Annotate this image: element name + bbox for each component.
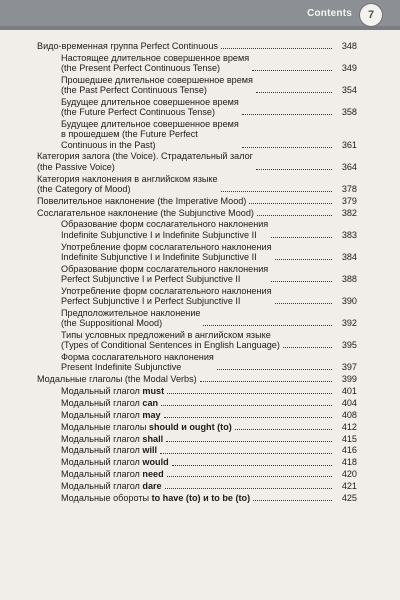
toc-entry (37, 374, 357, 384)
toc-entry-line (61, 445, 157, 455)
toc-entry-keyword: to have (to) и to be (to) (151, 493, 251, 503)
dot-leader (256, 169, 332, 170)
dot-leader (249, 203, 332, 204)
toc-entry (37, 119, 357, 150)
toc-entry-title (37, 208, 254, 218)
dot-leader (166, 441, 332, 442)
dot-leader (165, 488, 332, 489)
toc-page-number: 420 (341, 469, 357, 480)
toc-entry-title (61, 445, 157, 455)
toc-page-number: 397 (341, 362, 357, 373)
toc-entry (37, 286, 357, 306)
dot-leader (235, 429, 332, 430)
toc-page-number: 358 (341, 107, 357, 118)
toc-page-number: 361 (341, 139, 357, 150)
toc-entry-line: (the Category of Mood) (37, 183, 131, 194)
toc-entry (37, 410, 357, 420)
toc-entry-keyword: can (142, 397, 159, 408)
toc-page-number: 412 (341, 421, 357, 432)
toc-entry (37, 422, 357, 432)
toc-entry-title (61, 352, 214, 372)
toc-page-number: 354 (341, 85, 357, 96)
toc-page-number: 392 (341, 318, 357, 329)
toc-entry-line: (the Future Perfect Continuous Tense) (61, 107, 216, 118)
toc-entry-keyword: may (142, 409, 161, 420)
toc-entry-line: (Types of Conditional Sentences in English Language) (61, 340, 280, 351)
toc-page-number: 418 (341, 457, 357, 468)
toc-entry-title (61, 410, 161, 420)
toc-entry-line: Будущее длительное совершенное время (61, 119, 239, 130)
toc-entry-line: Continuous in the Past) (61, 139, 156, 150)
toc-entry-line (61, 457, 169, 467)
toc-entry-prefix: Модальный глагол (61, 469, 143, 480)
table-of-contents (37, 41, 357, 505)
toc-page-number: 378 (341, 183, 357, 194)
toc-entry-title (37, 174, 218, 194)
dot-leader (167, 476, 332, 477)
toc-entry (37, 434, 357, 444)
toc-entry-title (61, 308, 200, 328)
toc-entry (37, 208, 357, 218)
dot-leader (160, 453, 332, 454)
toc-entry-line: Indefinite Subjunctive I и Indefinite Subjunctive II (61, 251, 257, 262)
toc-entry-line: (the Passive Voice) (37, 161, 115, 172)
toc-entry-title (61, 493, 250, 503)
toc-page-number: 349 (341, 63, 357, 74)
toc-entry (37, 264, 357, 284)
toc-entry-line: Форма сослагательного наклонения (61, 352, 214, 362)
toc-page-number: 388 (341, 273, 357, 284)
dot-leader (164, 417, 332, 418)
header-rule (0, 26, 400, 30)
toc-entry (37, 481, 357, 491)
toc-entry-line: Модальные глаголы (the Modal Verbs) (37, 374, 197, 385)
toc-entry-title (37, 196, 246, 206)
toc-entry (37, 219, 357, 239)
toc-entry-title (37, 374, 197, 384)
page-number-badge: 7 (360, 4, 382, 26)
toc-entry-line (61, 410, 161, 420)
toc-page-number: 415 (341, 433, 357, 444)
toc-entry-keyword: must (142, 385, 165, 396)
toc-entry-line: Present Indefinite Subjunctive (61, 362, 182, 373)
toc-entry-prefix: Модальный глагол (61, 385, 143, 396)
toc-entry-prefix: Модальный глагол (61, 397, 143, 408)
dot-leader (242, 147, 332, 148)
toc-entry-line: Indefinite Subjunctive I и Indefinite Subjunctive II (61, 229, 257, 240)
toc-entry (37, 53, 357, 73)
toc-entry-line: Настоящее длительное совершенное время (61, 52, 250, 63)
dot-leader (275, 259, 332, 260)
toc-page-number: 425 (341, 493, 357, 503)
toc-entry-title (61, 53, 249, 73)
dot-leader (217, 369, 332, 370)
toc-entry-line: Образование форм сослагательного наклонения (61, 263, 269, 274)
toc-entry-title (61, 330, 280, 350)
toc-entry-title (61, 469, 164, 479)
toc-page-number: 404 (341, 397, 357, 408)
running-head-title: Contents (307, 8, 352, 19)
toc-entry-line: Видо-временная группа Perfect Continuous (37, 41, 218, 51)
toc-entry-title (61, 386, 164, 396)
dot-leader (256, 92, 332, 93)
dot-leader (275, 303, 332, 304)
toc-entry-line: Категория наклонения в английском языке (37, 173, 218, 184)
toc-entry (37, 352, 357, 372)
toc-page-number: 421 (341, 481, 357, 492)
toc-entry (37, 97, 357, 117)
toc-entry-title (37, 151, 253, 171)
toc-entry-title (61, 398, 158, 408)
toc-entry (37, 41, 357, 51)
toc-entry-line (61, 398, 158, 408)
toc-entry-title (61, 457, 169, 467)
toc-entry-keyword: dare (142, 481, 162, 492)
toc-entry-title (61, 119, 239, 150)
toc-entry-line: Категория залога (the Voice). Страдательный залог (37, 151, 254, 162)
toc-entry-title (61, 75, 253, 95)
toc-entry (37, 242, 357, 262)
toc-page-number: 364 (341, 161, 357, 172)
dot-leader (167, 393, 332, 394)
toc-entry-prefix: Модальные обороты (61, 493, 152, 503)
toc-entry-line: Употребление форм сослагательного наклонения (61, 285, 272, 296)
toc-page-number: 379 (341, 195, 357, 206)
toc-entry-line (61, 434, 163, 444)
dot-leader (200, 381, 332, 382)
toc-entry-line: Употребление форм сослагательного наклонения (61, 241, 272, 252)
toc-entry (37, 457, 357, 467)
toc-entry (37, 445, 357, 455)
toc-entry-line (61, 493, 250, 503)
toc-entry-title (61, 286, 272, 306)
toc-entry (37, 174, 357, 194)
page-header (0, 0, 400, 30)
toc-entry-line: Образование форм сослагательного наклонения (61, 219, 269, 230)
dot-leader (172, 465, 332, 466)
toc-entry (37, 386, 357, 396)
dot-leader (161, 405, 332, 406)
toc-page-number: 390 (341, 295, 357, 306)
toc-entry-title (61, 434, 163, 444)
toc-entry-keyword: will (142, 445, 158, 456)
toc-entry-line: Повелительное наклонение (the Imperative Mood) (37, 195, 247, 206)
toc-entry-title (61, 219, 268, 239)
toc-entry-line: Предположительное наклонение (61, 307, 201, 318)
toc-entry-line (61, 422, 232, 432)
toc-entry-line: в прошедшем (the Future Perfect (61, 129, 198, 140)
toc-page-number: 408 (341, 409, 357, 420)
toc-entry (37, 398, 357, 408)
toc-page-number: 401 (341, 385, 357, 396)
dot-leader (253, 500, 332, 501)
toc-entry-title (61, 422, 232, 432)
toc-entry (37, 75, 357, 95)
toc-page-number: 384 (341, 251, 357, 262)
dot-leader (257, 215, 332, 216)
toc-entry-prefix: Модальный глагол (61, 481, 143, 492)
toc-entry-prefix: Модальный глагол (61, 445, 143, 456)
toc-entry-keyword: should и ought (to) (148, 421, 232, 432)
dot-leader (271, 281, 332, 282)
toc-entry (37, 469, 357, 479)
toc-entry-line: (the Suppositional Mood) (61, 318, 163, 329)
dot-leader (283, 347, 332, 348)
dot-leader (271, 237, 332, 238)
toc-entry-keyword: would (142, 457, 169, 468)
toc-entry-keyword: shall (142, 433, 164, 444)
toc-entry (37, 308, 357, 328)
dot-leader (242, 114, 332, 115)
toc-entry-title (37, 41, 218, 51)
toc-entry (37, 330, 357, 350)
toc-entry-prefix: Модальный глагол (61, 409, 143, 420)
toc-page-number: 382 (341, 207, 357, 218)
toc-page-number: 395 (341, 340, 357, 351)
toc-page-number: 348 (341, 41, 357, 51)
toc-page-number: 383 (341, 229, 357, 240)
toc-entry-line (61, 481, 162, 491)
toc-entry (37, 151, 357, 171)
toc-entry-line (61, 386, 164, 396)
toc-entry-title (61, 97, 239, 117)
dot-leader (252, 70, 332, 71)
toc-entry-line: Типы условных предложений в английском языке (61, 329, 271, 340)
toc-entry-title (61, 264, 268, 284)
toc-entry-line (61, 469, 164, 479)
toc-entry-line: Perfect Subjunctive I и Perfect Subjunctive II (61, 295, 241, 306)
toc-entry-title (61, 242, 272, 262)
toc-entry-prefix: Модальный глагол (61, 457, 143, 468)
toc-entry-line: (the Past Perfect Continuous Tense) (61, 85, 207, 96)
toc-entry-line: Будущее длительное совершенное время (61, 97, 239, 108)
toc-entry-prefix: Модальный глагол (61, 433, 143, 444)
toc-page-number: 399 (341, 374, 357, 385)
toc-entry-line: Perfect Subjunctive I и Perfect Subjunctive II (61, 273, 241, 284)
dot-leader (221, 48, 332, 49)
toc-entry-title (61, 481, 162, 491)
toc-entry-line: Сослагательное наклонение (the Subjunctive Mood) (37, 207, 254, 218)
toc-entry (37, 196, 357, 206)
toc-entry (37, 493, 357, 503)
toc-entry-line: Прошедшее длительное совершенное время (61, 74, 253, 85)
dot-leader (221, 191, 332, 192)
toc-entry-prefix: Модальные глаголы (61, 421, 149, 432)
toc-entry-line: (the Present Perfect Continuous Tense) (61, 63, 221, 74)
toc-page-number: 416 (341, 445, 357, 456)
toc-entry-keyword: need (142, 469, 164, 480)
dot-leader (203, 325, 332, 326)
